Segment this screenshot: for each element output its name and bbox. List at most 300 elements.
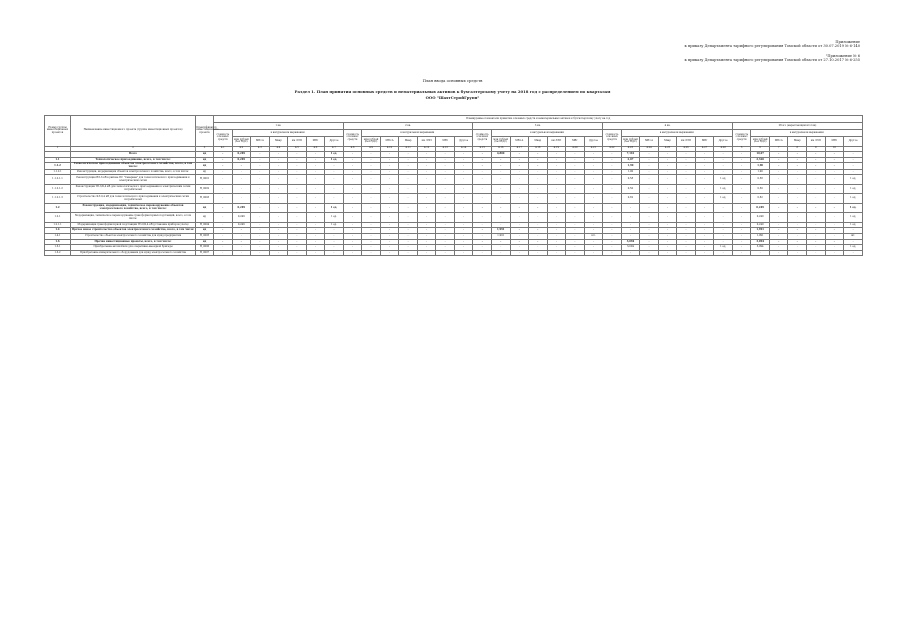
row-number: 1.4.1 — [45, 233, 71, 239]
value-cell: - — [677, 233, 696, 239]
value-cell: - — [732, 169, 751, 175]
value-cell: - — [769, 213, 788, 223]
column-number: 9 — [807, 146, 826, 152]
value-cell: - — [677, 203, 696, 213]
value-cell: - — [288, 250, 307, 256]
value-cell: 1 ед. — [325, 213, 344, 223]
value-cell: - — [769, 194, 788, 204]
value-cell: - — [214, 152, 233, 158]
value-cell: 1 ед. — [844, 184, 863, 194]
value-cell: - — [473, 175, 492, 185]
value-cell: - — [417, 228, 436, 234]
value-cell: - — [658, 194, 677, 204]
value-cell: - — [491, 203, 510, 213]
value-cell: - — [658, 213, 677, 223]
value-cell: - — [473, 163, 492, 169]
value-cell: - — [584, 203, 603, 213]
value-cell: - — [269, 163, 288, 169]
value-cell: - — [436, 163, 455, 169]
value-cell: - — [603, 239, 622, 245]
value-cell: 1 ед. — [844, 194, 863, 204]
value-cell: - — [491, 245, 510, 251]
value-cell: - — [677, 163, 696, 169]
value-cell: - — [306, 157, 325, 163]
value-cell: - — [844, 152, 863, 158]
unit-header: км ЛЭП — [547, 137, 566, 147]
value-cell: - — [232, 163, 251, 169]
value-cell: - — [807, 175, 826, 185]
value-cell: - — [714, 163, 733, 169]
value-cell: - — [584, 250, 603, 256]
value-cell: - — [417, 184, 436, 194]
value-cell: - — [417, 250, 436, 256]
value-cell: - — [288, 213, 307, 223]
value-cell: - — [343, 250, 362, 256]
unit-header: Мвар — [788, 137, 807, 147]
row-name: Прочие инвестиционные проекты, всего, в том числе: — [71, 239, 196, 245]
quarter-header: 4 кв. — [603, 123, 733, 130]
value-cell: - — [510, 233, 529, 239]
column-number: 4.7 — [325, 146, 344, 152]
value-cell: - — [547, 245, 566, 251]
value-cell: - — [436, 245, 455, 251]
value-cell: - — [825, 222, 844, 228]
column-number: 4.14 — [454, 146, 473, 152]
quarter-header: 2 кв. — [343, 123, 473, 130]
value-cell: - — [732, 233, 751, 239]
unit-header: МВт — [566, 137, 585, 147]
value-cell: - — [380, 213, 399, 223]
value-cell: - — [677, 250, 696, 256]
value-cell: - — [510, 184, 529, 194]
value-cell: - — [380, 194, 399, 204]
value-cell: - — [529, 250, 548, 256]
value-cell: - — [232, 184, 251, 194]
value-cell: - — [269, 222, 288, 228]
value-cell: - — [473, 169, 492, 175]
unit-header: МВ×А — [510, 137, 529, 147]
row-identifier: Н_0004 — [196, 222, 214, 228]
unit-header: МВт — [825, 137, 844, 147]
value-cell: - — [399, 250, 418, 256]
value-cell: 1 ед. — [325, 203, 344, 213]
value-cell: - — [436, 152, 455, 158]
value-cell: - — [251, 213, 270, 223]
value-cell: - — [417, 169, 436, 175]
value-cell: - — [603, 222, 622, 228]
value-cell: - — [325, 245, 344, 251]
value-cell: - — [510, 169, 529, 175]
value-cell: 1,991 — [751, 233, 770, 239]
value-cell: - — [232, 194, 251, 204]
column-number: 4.19 — [547, 146, 566, 152]
value-cell: - — [732, 239, 751, 245]
value-cell: - — [491, 169, 510, 175]
natural-header: в натуральном выражении — [232, 130, 343, 137]
column-number: 6 — [751, 146, 770, 152]
value-cell: 1,90 — [621, 163, 640, 169]
value-cell: - — [529, 239, 548, 245]
value-cell: - — [788, 184, 807, 194]
value-cell: - — [380, 184, 399, 194]
row-number: 1.2.1 — [45, 213, 71, 223]
value-cell: - — [732, 157, 751, 163]
value-cell: - — [399, 169, 418, 175]
value-cell: - — [566, 250, 585, 256]
table-row — [45, 213, 863, 223]
column-number: 4.8 — [343, 146, 362, 152]
order-reference — [684, 40, 860, 63]
value-cell: - — [677, 152, 696, 158]
value-cell: - — [343, 163, 362, 169]
value-cell: - — [714, 222, 733, 228]
value-cell: - — [603, 169, 622, 175]
value-cell: - — [695, 250, 714, 256]
value-cell: - — [436, 203, 455, 213]
value-cell: - — [529, 175, 548, 185]
value-cell: - — [658, 152, 677, 158]
value-cell: - — [491, 184, 510, 194]
value-cell: - — [269, 203, 288, 213]
value-cell: - — [380, 203, 399, 213]
unit-header: км ЛЭП — [417, 137, 436, 147]
value-cell: 1,991 — [491, 233, 510, 239]
value-cell: - — [417, 152, 436, 158]
value-cell: - — [547, 239, 566, 245]
unit-header: км ЛЭП — [807, 137, 826, 147]
value-cell: - — [436, 213, 455, 223]
value-cell: - — [695, 184, 714, 194]
value-cell: - — [491, 157, 510, 163]
value-cell: - — [214, 157, 233, 163]
column-number: 4.20 — [566, 146, 585, 152]
value-cell: 0,82 — [751, 194, 770, 204]
value-cell: - — [251, 169, 270, 175]
value-cell: - — [362, 213, 381, 223]
value-cell: - — [454, 169, 473, 175]
value-cell: - — [232, 245, 251, 251]
value-cell: - — [844, 250, 863, 256]
value-cell: - — [510, 203, 529, 213]
value-cell: 1,991 — [751, 228, 770, 234]
value-cell: - — [399, 163, 418, 169]
value-cell: 0,249 — [751, 213, 770, 223]
value-cell: - — [399, 245, 418, 251]
value-cell: - — [677, 245, 696, 251]
value-cell: - — [658, 163, 677, 169]
row-name: Модернизация, техническое перевооружение трансформаторных подстанций, всего, в том числе: — [71, 213, 196, 223]
value-cell: - — [640, 228, 659, 234]
value-cell: - — [807, 250, 826, 256]
value-cell: - — [677, 184, 696, 194]
unit-header: км ЛЭП — [677, 137, 696, 147]
column-number: 4.26 — [677, 146, 696, 152]
value-cell: - — [399, 152, 418, 158]
value-cell: - — [454, 239, 473, 245]
value-cell: - — [584, 239, 603, 245]
value-cell: 0,249 — [232, 157, 251, 163]
unit-header: Мвар — [658, 137, 677, 147]
unit-header: МВ×А — [640, 137, 659, 147]
value-cell: - — [677, 175, 696, 185]
value-cell: - — [417, 239, 436, 245]
value-cell: - — [788, 203, 807, 213]
row-number: 1.1.2.1.3 — [45, 194, 71, 204]
value-cell: - — [584, 169, 603, 175]
value-cell: - — [788, 250, 807, 256]
value-cell: - — [362, 250, 381, 256]
value-cell: - — [269, 233, 288, 239]
value-cell: - — [214, 233, 233, 239]
value-cell: - — [306, 194, 325, 204]
value-cell: 0,50 — [751, 184, 770, 194]
row-name: Прочее новое строительство объектов электросетевого хозяйства, всего, в том числе: — [71, 228, 196, 234]
unit-header: Другое — [584, 137, 603, 147]
value-cell: - — [788, 213, 807, 223]
value-cell: - — [251, 152, 270, 158]
value-cell: - — [380, 222, 399, 228]
column-number: 1 — [45, 146, 71, 152]
value-cell: - — [788, 233, 807, 239]
cost-header: стоимость основных средств — [473, 130, 492, 147]
value-cell: - — [491, 194, 510, 204]
value-cell: - — [306, 169, 325, 175]
unit-header: млн рублей (без НДС) — [232, 137, 251, 147]
value-cell: - — [325, 194, 344, 204]
value-cell: - — [454, 194, 473, 204]
value-cell: 0,249 — [232, 213, 251, 223]
value-cell: - — [603, 163, 622, 169]
value-cell: - — [807, 239, 826, 245]
value-cell: - — [529, 233, 548, 239]
value-cell: - — [603, 184, 622, 194]
value-cell: - — [844, 169, 863, 175]
section-title: Раздел 1. План принятия основных средств и нематериальных активов к бухгалтерскому учету на 2018 год с распределением по кварталам — [294, 89, 611, 94]
value-cell: - — [473, 213, 492, 223]
value-cell: - — [288, 163, 307, 169]
value-cell: - — [399, 175, 418, 185]
value-cell: - — [825, 228, 844, 234]
value-cell: - — [510, 194, 529, 204]
value-cell: - — [491, 213, 510, 223]
value-cell: - — [288, 245, 307, 251]
row-identifier: нд — [196, 163, 214, 169]
column-number: 4.6 — [306, 146, 325, 152]
value-cell: - — [695, 222, 714, 228]
column-number: 4.1 — [214, 146, 233, 152]
value-cell: - — [695, 175, 714, 185]
value-cell: - — [510, 157, 529, 163]
value-cell: - — [510, 245, 529, 251]
row-name: Строительство объектов электросетевого хозяйства для нужд предприятия — [71, 233, 196, 239]
value-cell: - — [769, 203, 788, 213]
value-cell: - — [844, 228, 863, 234]
value-cell: - — [807, 233, 826, 239]
value-cell: - — [621, 222, 640, 228]
value-cell: - — [844, 157, 863, 163]
value-cell: - — [584, 194, 603, 204]
value-cell: - — [473, 203, 492, 213]
value-cell: - — [714, 228, 733, 234]
value-cell: - — [251, 239, 270, 245]
value-cell: - — [603, 194, 622, 204]
value-cell: - — [306, 239, 325, 245]
value-cell: - — [399, 157, 418, 163]
value-cell: - — [529, 169, 548, 175]
value-cell: - — [343, 169, 362, 175]
value-cell: 1 ед. — [844, 175, 863, 185]
value-cell: - — [251, 203, 270, 213]
value-cell: - — [658, 228, 677, 234]
value-cell: - — [658, 203, 677, 213]
value-cell: - — [529, 203, 548, 213]
unit-header: МВ×А — [251, 137, 270, 147]
value-cell: 1 ед. — [844, 222, 863, 228]
row-identifier: Н_0006 — [196, 245, 214, 251]
value-cell: - — [714, 233, 733, 239]
value-cell: - — [566, 157, 585, 163]
value-cell: - — [640, 152, 659, 158]
value-cell: - — [769, 222, 788, 228]
value-cell: - — [362, 184, 381, 194]
value-cell: - — [510, 152, 529, 158]
value-cell: - — [695, 157, 714, 163]
value-cell: - — [714, 203, 733, 213]
value-cell: - — [769, 184, 788, 194]
value-cell: - — [473, 184, 492, 194]
value-cell: - — [510, 163, 529, 169]
row-name: Реконструкция ВЛ-6 кВ в районе ПС "Северная" для технологического присоединения к электрическим сетям — [71, 175, 196, 185]
value-cell: - — [788, 152, 807, 158]
row-number: 1.1.2.1.2 — [45, 184, 71, 194]
natural-header: в натуральном выражении — [621, 130, 732, 137]
value-cell: - — [343, 245, 362, 251]
value-cell: - — [362, 175, 381, 185]
row-identifier: Н_0002 — [196, 184, 214, 194]
value-cell: - — [306, 213, 325, 223]
value-cell: - — [677, 169, 696, 175]
value-cell: - — [306, 152, 325, 158]
unit-header: Другое — [325, 137, 344, 147]
unit-header: млн рублей (без НДС) — [621, 137, 640, 147]
value-cell: - — [306, 245, 325, 251]
value-cell: - — [732, 222, 751, 228]
unit-header: МВт — [436, 137, 455, 147]
value-cell: - — [343, 239, 362, 245]
value-cell: - — [603, 175, 622, 185]
column-number: 10 — [825, 146, 844, 152]
value-cell: - — [658, 175, 677, 185]
row-identifier: нд — [196, 169, 214, 175]
value-cell: - — [751, 250, 770, 256]
row-number: 1.6.2 — [45, 250, 71, 256]
value-cell: - — [232, 233, 251, 239]
value-cell: - — [454, 213, 473, 223]
unit-header: км ЛЭП — [288, 137, 307, 147]
value-cell: 3,094 — [751, 245, 770, 251]
value-cell: - — [844, 239, 863, 245]
value-cell: - — [529, 222, 548, 228]
value-cell: - — [640, 233, 659, 239]
value-cell: - — [269, 245, 288, 251]
value-cell: - — [566, 163, 585, 169]
value-cell: - — [454, 222, 473, 228]
value-cell: - — [343, 152, 362, 158]
value-cell: - — [714, 250, 733, 256]
value-cell: - — [269, 228, 288, 234]
column-number: 4.22 — [603, 146, 622, 152]
value-cell: - — [640, 213, 659, 223]
value-cell: - — [566, 233, 585, 239]
value-cell: - — [825, 203, 844, 213]
value-cell: - — [306, 233, 325, 239]
value-cell: - — [343, 157, 362, 163]
value-cell: - — [362, 245, 381, 251]
value-cell: - — [566, 152, 585, 158]
value-cell: - — [214, 245, 233, 251]
value-cell: - — [640, 184, 659, 194]
value-cell: - — [269, 169, 288, 175]
value-cell: - — [473, 250, 492, 256]
value-cell: - — [306, 163, 325, 169]
value-cell: - — [380, 233, 399, 239]
investment-plan-table — [44, 115, 863, 256]
unit-header: МВт — [695, 137, 714, 147]
table-row — [45, 184, 863, 194]
value-cell: - — [695, 203, 714, 213]
value-cell: - — [491, 250, 510, 256]
column-number: 4.13 — [436, 146, 455, 152]
column-number: 4.21 — [584, 146, 603, 152]
row-number: 1.2 — [45, 203, 71, 213]
value-cell: - — [807, 163, 826, 169]
value-cell: - — [325, 163, 344, 169]
value-cell: - — [584, 175, 603, 185]
value-cell: - — [251, 245, 270, 251]
row-number: 1.6.1 — [45, 245, 71, 251]
value-cell: - — [529, 152, 548, 158]
value-cell: - — [436, 250, 455, 256]
value-cell: - — [640, 203, 659, 213]
value-cell: - — [677, 157, 696, 163]
value-cell: - — [732, 245, 751, 251]
column-number: 4.17 — [510, 146, 529, 152]
value-cell: - — [436, 157, 455, 163]
value-cell: - — [547, 169, 566, 175]
quarter-header: Итого (нарастающим итогом) — [732, 123, 862, 130]
value-cell: - — [584, 163, 603, 169]
value-cell: - — [788, 194, 807, 204]
value-cell: - — [417, 245, 436, 251]
value-cell: - — [399, 194, 418, 204]
row-number: 1.1.2.1 — [45, 169, 71, 175]
value-cell: - — [473, 152, 492, 158]
row-number: 1.1 — [45, 157, 71, 163]
unit-header: млн рублей (без НДС) — [751, 137, 770, 147]
value-cell: - — [732, 203, 751, 213]
value-cell: - — [399, 213, 418, 223]
column-number: 4.10 — [380, 146, 399, 152]
unit-header: Мвар — [399, 137, 418, 147]
value-cell: - — [566, 169, 585, 175]
row-name: Реконструкция ТП-6/0,4 кВ для технологического присоединения к электрическим сетям потребителей — [71, 184, 196, 194]
value-cell: - — [325, 239, 344, 245]
value-cell: - — [214, 194, 233, 204]
value-cell: - — [362, 228, 381, 234]
table-row — [45, 175, 863, 185]
value-cell: - — [380, 239, 399, 245]
value-cell: - — [288, 184, 307, 194]
